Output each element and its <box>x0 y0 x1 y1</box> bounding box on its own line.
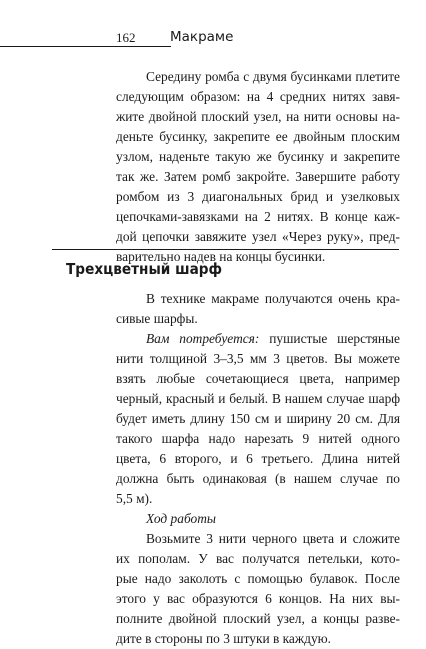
running-title: Макраме <box>170 29 234 45</box>
text-line: В технике макраме получаются очень кра- <box>146 291 400 306</box>
procedure-label-text: Ход работы <box>146 511 216 526</box>
section-heading: Трехцветный шарф <box>66 260 223 278</box>
materials-first-rest: пушистые шерстяные <box>269 331 400 346</box>
procedure-label-line <box>116 509 400 529</box>
text-line: ромбом из 3 диагональных брид и узелковых <box>116 189 400 204</box>
text-line: будет иметь длину 150 см и ширину 20 см. Для <box>116 411 400 426</box>
text-line: полните двойной плоский узел, а концы разве- <box>116 611 400 626</box>
text-line: дой цепочки завяжите узел «Через руку», пред- <box>116 229 400 244</box>
text-line: дите в стороны по 3 штуки в каждую. <box>116 631 331 646</box>
text-line: цвета, 6 второго, и 6 третьего. Длина нитей <box>116 451 400 466</box>
text-line: этого у вас образуются 6 концов. На них вы- <box>116 591 400 606</box>
materials-paragraph <box>116 329 400 509</box>
page-number: 162 <box>116 30 136 45</box>
text-line: деньте бусинку, закрепите ее двойным плоским <box>116 129 400 144</box>
text-line: взять любые сочетающиеся цвета, например <box>116 371 400 386</box>
text-line: такого шарфа надо нарезать 9 нитей одного <box>116 431 400 446</box>
text-line: черный, красный и белый. В нашем случае шарф <box>116 391 400 406</box>
text-line: рые надо заколоть с помощью булавок. После <box>116 571 400 586</box>
text-line: должна быть одинаковая (в нашем случае по <box>116 471 400 486</box>
text-line: узлом, наденьте такую же бусинку и закрепите <box>116 149 400 164</box>
section-divider <box>52 249 399 250</box>
text-line: так же. Затем ромб закройте. Завершите работу <box>116 169 400 184</box>
section-intro-paragraph <box>116 289 400 329</box>
running-header <box>0 30 426 50</box>
intro-paragraph <box>116 67 400 267</box>
text-line: сивые шарфы. <box>116 311 198 326</box>
procedure-paragraph <box>116 529 400 649</box>
text-line: Возьмите 3 нити черного цвета и сложите <box>146 531 400 546</box>
text-line: следующим образом: на 4 средних нитях завя- <box>116 89 400 104</box>
text-line: цепочками-завязками на 2 нитях. В конце каж- <box>116 209 400 224</box>
header-rule <box>0 46 171 47</box>
text-line: нити толщиной 3–3,5 мм 3 цветов. Вы можете <box>116 351 400 366</box>
text-line: жите двойной плоский узел, на нити основы на- <box>116 109 400 124</box>
text-line: варительно надев на концы бусинки. <box>116 249 326 264</box>
procedure-label <box>116 509 400 529</box>
materials-first-line <box>116 329 400 349</box>
text-line: 5,5 м). <box>116 491 153 506</box>
materials-label: Вам потребуется: <box>146 331 260 346</box>
text-line: Середину ромба с двумя бусинками плетите <box>146 69 400 84</box>
text-line: их пополам. У вас получатся петельки, кото- <box>116 551 400 566</box>
